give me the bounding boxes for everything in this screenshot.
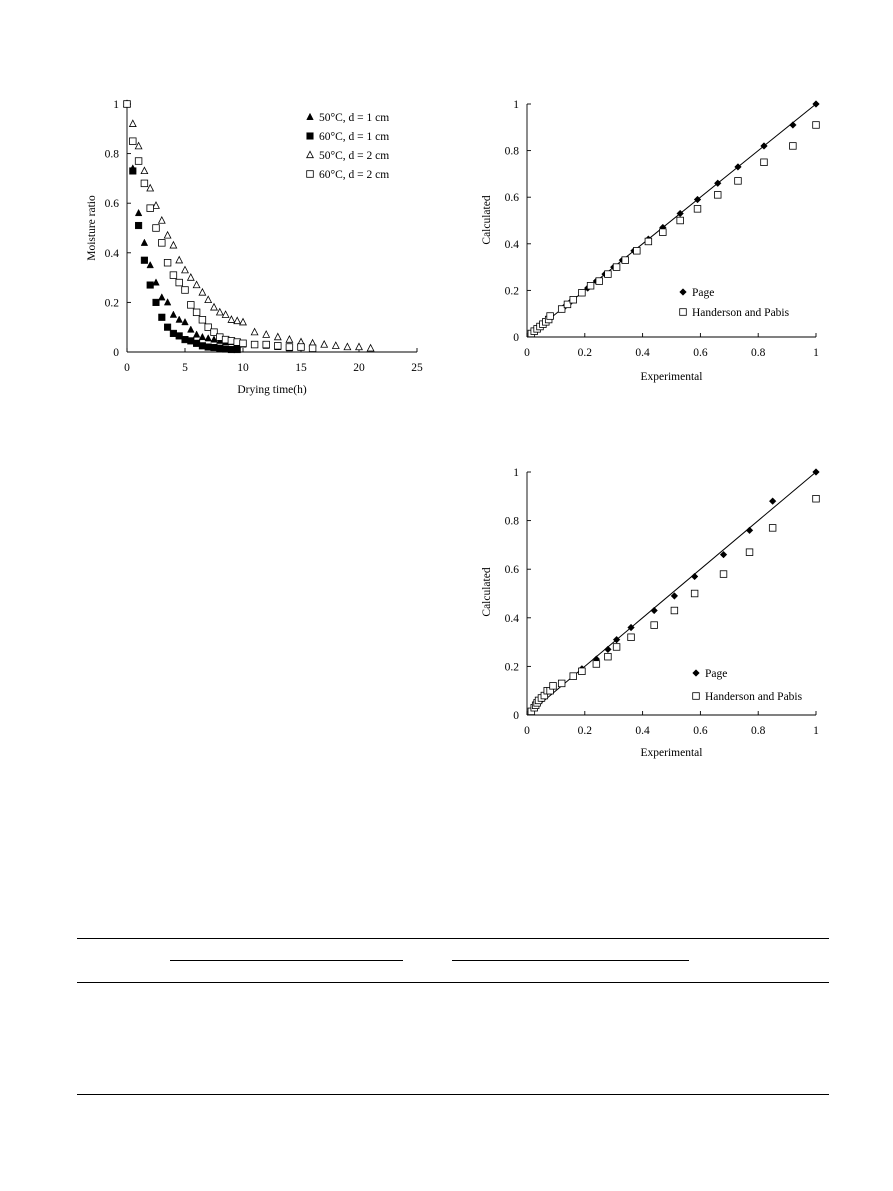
data-point: [135, 222, 142, 229]
data-point: [182, 287, 189, 294]
data-point: [176, 316, 183, 322]
y-tick-label: 0.4: [504, 612, 519, 625]
data-point: [182, 266, 189, 272]
data-point: [164, 232, 171, 238]
x-tick-label: 1: [813, 725, 819, 737]
data-point: [176, 279, 183, 286]
x-tick-label: 0: [524, 347, 530, 359]
data-point: [309, 345, 316, 352]
data-point: [344, 343, 351, 349]
data-point: [182, 319, 189, 325]
data-point: [714, 192, 721, 199]
data-point: [147, 205, 154, 212]
y-tick-label: 1: [113, 99, 119, 111]
data-point: [193, 309, 200, 316]
data-point: [141, 239, 148, 245]
x-tick-label: 0.4: [635, 725, 650, 737]
legend-label: 50°C, d = 1 cm: [319, 112, 390, 124]
data-point: [789, 122, 796, 129]
data-point: [275, 343, 282, 350]
data-point: [222, 311, 229, 317]
data-point: [596, 278, 603, 285]
y-tick-label: 0.4: [504, 238, 519, 251]
data-point: [199, 333, 206, 339]
x-tick-label: 5: [182, 362, 188, 374]
data-point: [141, 180, 148, 187]
y-tick-label: 0.4: [104, 247, 119, 260]
data-point: [164, 324, 171, 331]
x-tick-label: 0.4: [635, 347, 650, 359]
data-point: [587, 282, 594, 289]
legend-label: Page: [705, 668, 728, 680]
x-axis-label: Experimental: [640, 747, 703, 759]
legend-label: Handerson and Pabis: [705, 691, 803, 703]
x-tick-label: 0.8: [751, 725, 766, 737]
data-point: [188, 326, 195, 332]
legend-marker: [693, 693, 700, 700]
data-point: [199, 316, 206, 323]
y-axis-label: Moisture ratio: [86, 195, 98, 261]
data-point: [170, 272, 177, 279]
data-point: [813, 495, 820, 502]
data-point: [193, 331, 200, 337]
x-tick-label: 0.2: [577, 725, 592, 737]
data-point: [211, 304, 218, 310]
data-point: [286, 336, 293, 342]
x-tick-label: 0: [524, 725, 530, 737]
data-point: [176, 257, 183, 263]
data-point: [147, 282, 154, 289]
data-point: [193, 281, 200, 287]
x-tick-label: 0.6: [693, 347, 708, 359]
data-point: [651, 622, 658, 629]
data-point: [605, 653, 612, 660]
data-point: [634, 247, 641, 254]
data-point: [251, 328, 258, 334]
data-point: [135, 209, 142, 215]
x-tick-label: 15: [295, 362, 307, 374]
y-axis-label: Calculated: [481, 195, 493, 245]
legend: [680, 287, 790, 319]
data-point: [720, 571, 727, 578]
data-point: [558, 680, 565, 687]
data-point: [691, 590, 698, 597]
legend-marker: [693, 670, 700, 677]
data-point: [367, 345, 374, 351]
data-point: [263, 341, 270, 348]
data-point: [205, 296, 212, 302]
x-axis-label: Drying time(h): [237, 384, 307, 396]
y-tick-label: 0.2: [104, 297, 119, 310]
legend-label: Page: [692, 287, 715, 299]
data-point: [159, 217, 166, 223]
data-point: [286, 344, 293, 351]
table-top-rule: [77, 938, 829, 939]
series-1: [124, 100, 293, 351]
data-point: [628, 634, 635, 641]
data-point: [159, 240, 166, 247]
data-point: [130, 120, 137, 126]
data-point: [170, 311, 177, 317]
y-tick-label: 0.2: [504, 661, 519, 674]
y-tick-label: 1: [513, 467, 519, 479]
data-point: [240, 319, 247, 325]
x-tick-label: 0.2: [577, 347, 592, 359]
data-point: [298, 344, 305, 351]
data-point: [333, 342, 340, 348]
series-2: [528, 495, 819, 714]
data-point: [769, 498, 776, 505]
x-tick-label: 25: [411, 362, 423, 374]
x-tick-label: 0.8: [751, 347, 766, 359]
data-point: [234, 317, 241, 323]
data-point: [234, 346, 241, 353]
data-point: [550, 683, 557, 690]
y-tick-label: 0.8: [104, 148, 119, 161]
data-point: [735, 178, 742, 185]
data-point: [645, 238, 652, 245]
legend: [307, 112, 390, 181]
legend-label: Handerson and Pabis: [692, 307, 790, 319]
data-point: [153, 299, 160, 306]
data-point: [677, 217, 684, 224]
legend-marker: [307, 151, 314, 157]
data-point: [660, 229, 667, 236]
data-point: [170, 242, 177, 248]
data-point: [746, 549, 753, 556]
x-tick-label: 10: [237, 362, 249, 374]
legend-marker: [307, 171, 314, 178]
legend-marker: [680, 289, 687, 296]
legend-label: 50°C, d = 2 cm: [319, 150, 390, 162]
data-point: [746, 527, 753, 534]
data-point: [579, 668, 586, 675]
legend-label: 60°C, d = 1 cm: [319, 131, 390, 143]
legend: [693, 668, 803, 703]
data-point: [141, 167, 148, 173]
x-tick-label: 0: [124, 362, 130, 374]
chart-2: [481, 99, 819, 383]
y-tick-label: 0.6: [504, 564, 519, 577]
legend-marker: [680, 309, 687, 316]
legend-label: 60°C, d = 2 cm: [319, 169, 390, 181]
data-point: [159, 314, 166, 321]
data-point: [605, 271, 612, 278]
data-point: [263, 331, 270, 337]
data-point: [141, 257, 148, 264]
data-point: [579, 289, 586, 296]
x-tick-label: 20: [353, 362, 365, 374]
y-tick-label: 0.6: [104, 198, 119, 211]
data-point: [570, 673, 577, 680]
data-point: [275, 333, 282, 339]
legend-marker: [307, 133, 314, 140]
y-tick-label: 0.2: [504, 285, 519, 298]
data-point: [769, 525, 776, 532]
x-axis-label: Experimental: [640, 371, 703, 383]
data-point: [130, 138, 137, 145]
table-group-rule-left: [170, 960, 403, 961]
chart-3: [481, 467, 819, 759]
data-point: [651, 607, 658, 614]
data-point: [790, 143, 797, 150]
data-point: [356, 343, 363, 349]
data-point: [622, 257, 629, 264]
table-bottom-rule: [77, 1094, 829, 1095]
data-point: [164, 259, 171, 266]
x-tick-label: 1: [813, 347, 819, 359]
y-tick-label: 0: [513, 710, 519, 722]
data-point: [613, 644, 620, 651]
data-point: [321, 341, 328, 347]
y-tick-label: 0.8: [504, 145, 519, 158]
table-header-rule: [77, 982, 829, 983]
data-point: [761, 159, 768, 166]
data-point: [240, 340, 247, 347]
table-group-rule-right: [452, 960, 689, 961]
legend-marker: [307, 113, 314, 119]
y-tick-label: 1: [513, 99, 519, 111]
data-point: [593, 661, 600, 668]
data-point: [130, 168, 137, 175]
data-point: [188, 274, 195, 280]
data-point: [188, 302, 195, 309]
data-point: [613, 264, 620, 271]
data-point: [199, 289, 206, 295]
data-point: [694, 206, 701, 213]
data-point: [164, 299, 171, 305]
data-point: [135, 158, 142, 165]
y-tick-label: 0.8: [504, 515, 519, 528]
series-2: [528, 122, 819, 337]
data-point: [570, 296, 577, 303]
data-point: [153, 225, 160, 232]
chart-1: [86, 99, 423, 396]
data-point: [547, 313, 554, 320]
data-point: [813, 122, 820, 129]
data-point: [691, 573, 698, 580]
y-tick-label: 0: [513, 332, 519, 344]
data-point: [671, 607, 678, 614]
data-point: [124, 101, 131, 108]
y-tick-label: 0.6: [504, 192, 519, 205]
y-axis-label: Calculated: [481, 567, 493, 617]
data-point: [251, 341, 258, 348]
data-point: [605, 646, 612, 653]
x-tick-label: 0.6: [693, 725, 708, 737]
y-tick-label: 0: [113, 347, 119, 359]
